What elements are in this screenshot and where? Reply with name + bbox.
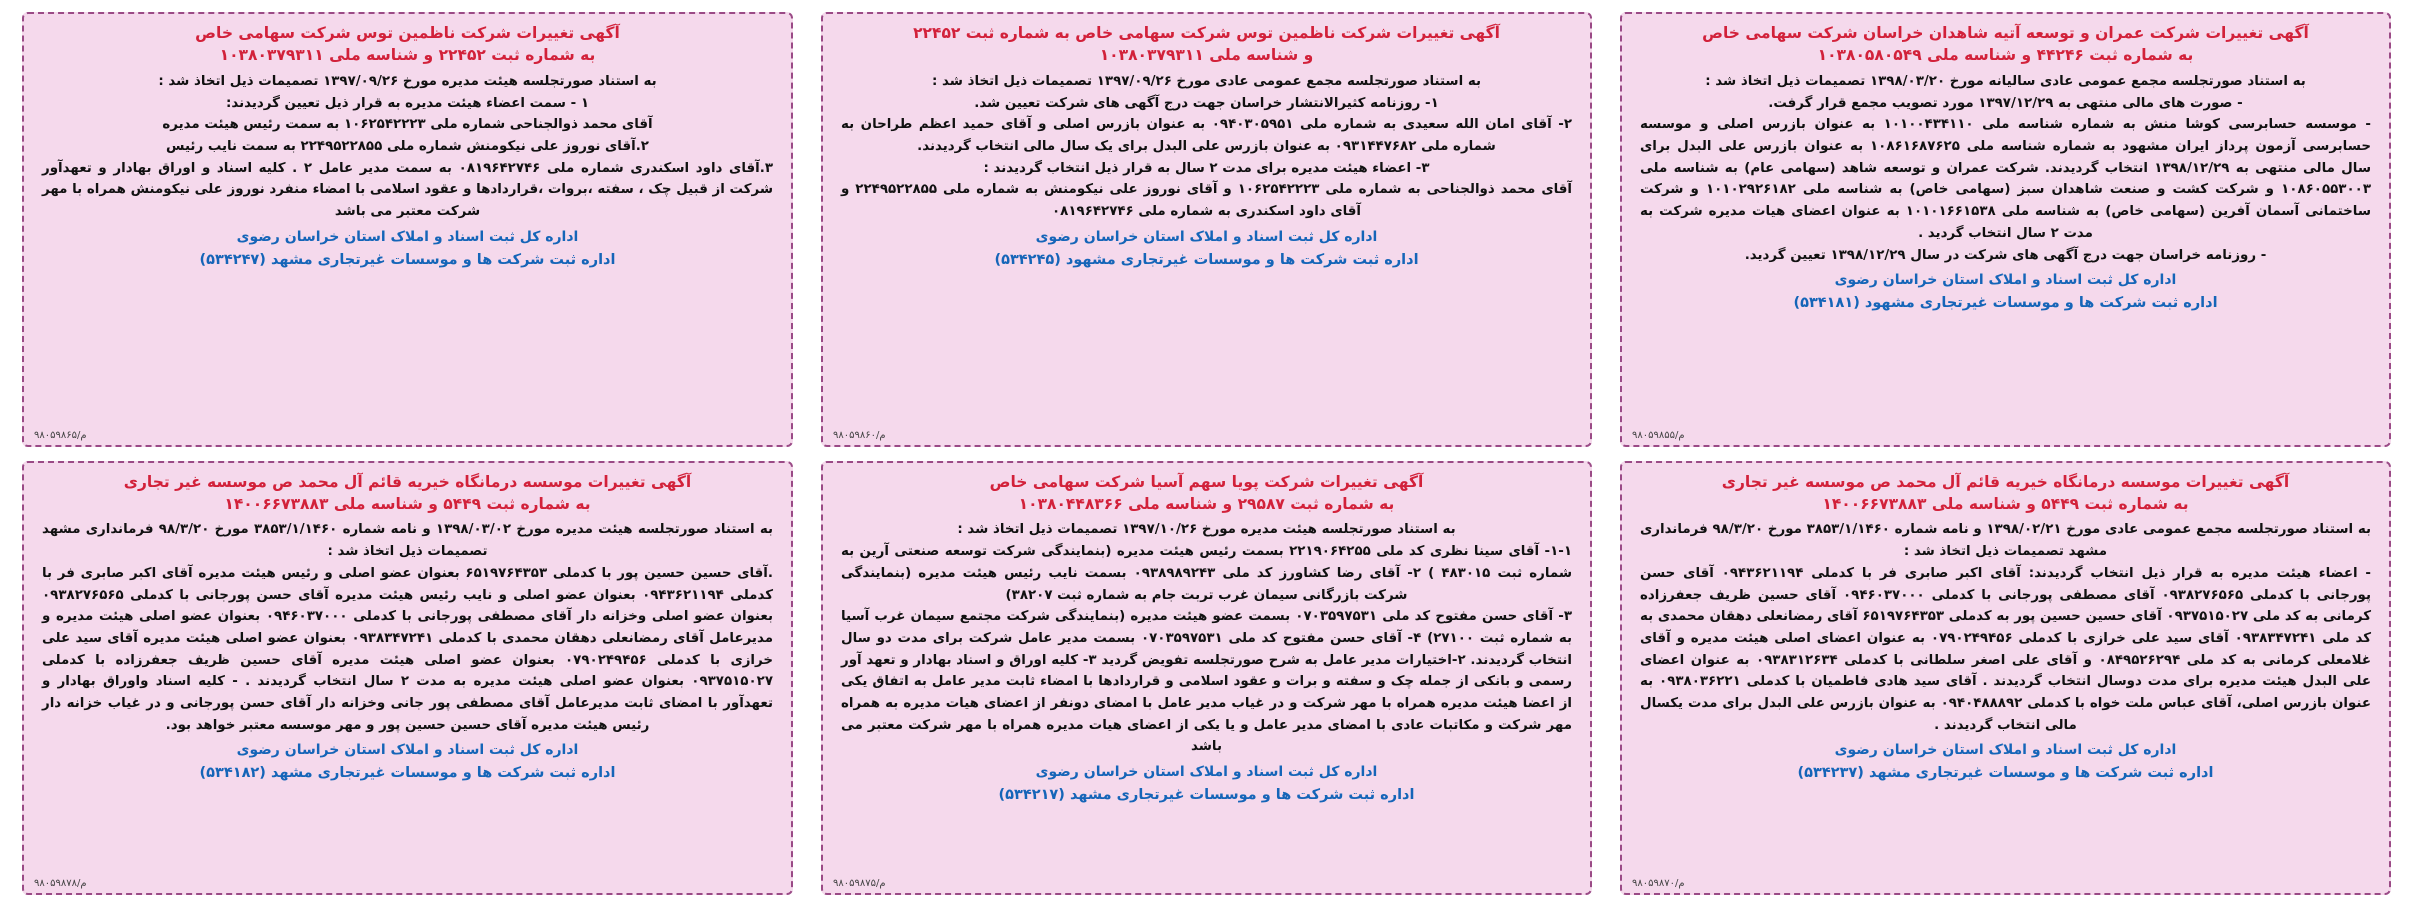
ad-notice-clinic-board — [22, 461, 793, 896]
ad-dept: اداره ثبت شرکت ها و موسسات غیرتجاری مشهود (۵۳۴۱۸۱) — [1793, 294, 2218, 311]
ad-line: ۲- آقای امان الله سعیدی به شماره ملی ۰۹۴۰۳۰۵۹۵۱ به عنوان بازرس اصلی و آقای حمید اعظم طراحان به شماره ملی ۰۹۳۱۴۴۷۶۸۲ به عنوان بازرس علی البدل برای یک سال مالی انتخاب گردیدند. — [841, 117, 1572, 155]
ad-office: اداره کل ثبت اسناد و املاک استان خراسان رضوی — [236, 228, 579, 245]
ad-notice-omran-shahedan — [1620, 12, 2391, 447]
ad-dept: اداره ثبت شرکت ها و موسسات غیرتجاری مشهود (۵۳۴۲۴۵) — [994, 251, 1419, 268]
ad-title: آگهی تغییرات موسسه درمانگاه خیریه قائم آل محمد ص موسسه غیر تجاری — [123, 472, 692, 491]
ad-subtitle: و شناسه ملی ۱۰۳۸۰۳۷۹۳۱۱ — [1099, 46, 1314, 65]
ad-line: آقای محمد ذوالجناحی به شماره ملی ۱۰۶۲۵۴۲۲۲۳ و آقای نوروز علی نیکومنش به شماره ملی ۲۲۴۹۵۲۲۸۵۵ و آقای داود اسکندری به شماره ملی ۰۸۱۹۶۴۲۷۴۶ — [841, 182, 1572, 220]
ad-line: به استناد صورتجلسه هیئت مدیره مورخ ۱۳۹۷/۰۹/۲۶ تصمیمات ذیل اتخاذ شد : — [158, 73, 657, 89]
ad-code: م/۹۸۰۵۹۸۶۵ — [34, 429, 87, 441]
ad-subtitle: به شماره ثبت ۵۴۴۹ و شناسه ملی ۱۴۰۰۶۶۷۳۸۸۳ — [224, 494, 591, 513]
ad-title: آگهی تغییرات شرکت عمران و توسعه آتیه شاهدان خراسان شرکت سهامی خاص — [1702, 24, 2309, 42]
ad-dept: اداره ثبت شرکت ها و موسسات غیرتجاری مشهد (۵۳۴۱۸۲) — [199, 765, 616, 782]
ad-body — [841, 519, 1572, 758]
ad-line: - روزنامه خراسان جهت درج آگهی های شرکت در سال ۱۳۹۸/۱۲/۲۹ تعیین گردید. — [1744, 247, 2267, 263]
ads-grid — [22, 12, 2391, 895]
ad-line: به استناد صورتجلسه هیئت مدیره مورخ ۱۳۹۷/۱۰/۲۶ تصمیمات ذیل اتخاذ شد : — [957, 522, 1456, 538]
ad-notice-tous-board — [22, 12, 793, 447]
ad-dept: اداره ثبت شرکت ها و موسسات غیرتجاری مشهد (۵۳۴۲۳۷) — [1797, 765, 2214, 782]
ad-dept: اداره ثبت شرکت ها و موسسات غیرتجاری مشهد (۵۳۴۲۱۷) — [998, 786, 1415, 803]
ad-line: ۲.آقای نوروز علی نیکومنش شماره ملی ۲۲۴۹۵۲۲۸۵۵ به سمت نایب رئیس — [166, 139, 649, 155]
ad-line: ۱- روزنامه کثیرالانتشار خراسان جهت درج آگهی های شرکت تعیین شد. — [974, 95, 1439, 111]
ad-office: اداره کل ثبت اسناد و املاک استان خراسان رضوی — [236, 742, 579, 759]
ad-notice-clinic-assembly — [1620, 461, 2391, 896]
ad-code: م/۹۸۰۵۹۸۷۰ — [1632, 878, 1685, 889]
ad-line: ۳.آقای داود اسکندری شماره ملی ۰۸۱۹۶۴۲۷۴۶ به سمت مدیر عامل ۲ . کلیه اسناد و اوراق بهادار و تعهدآور شرکت از قبیل چک ، سفته ،بروات ،قراردادها و عقود اسلامی با امضاء منفرد نوروز علی نیکومنش همراه با مهر شرکت معتبر می باشد — [42, 160, 773, 220]
ad-title: آگهی تغییرات شرکت ناظمین توس شرکت سهامی خاص — [195, 24, 620, 42]
ad-code: م/۹۸۰۵۹۸۷۵ — [833, 878, 886, 889]
ad-dept: اداره ثبت شرکت ها و موسسات غیرتجاری مشهد (۵۳۴۲۴۷) — [199, 251, 616, 268]
ad-body — [42, 71, 773, 223]
ad-line: به استناد صورتجلسه مجمع عمومی عادی سالیانه مورخ ۱۳۹۸/۰۳/۲۰ تصمیمات ذیل اتخاذ شد : — [1705, 73, 2306, 89]
ad-line: ۳- آقای حسن مفتوح کد ملی ۰۷۰۳۵۹۷۵۳۱ بسمت عضو هیئت مدیره (بنمایندگی شرکت مجتمع سیمان غرب آسیا به شماره ثبت ۲۷۱۰۰) ۴- آقای حسن مفتوح کد ملی ۰۷۰۳۵۹۷۵۳۱ بسمت مدیر عامل شرکت برای مدت دو سال انتخاب گردیدند. ۲-اختیارات مدیر عامل به شرح صورتجلسه تفویض گردید ۳- کلیه اوراق و اسناد بهادار و تعهد آور رسمی و بانکی از جمله چک و سفته و برات و عقود اسلامی و قراردادها با امضاء ثابت مدیر عامل به اتفاق یکی از اعضا هیئت مدیره همراه با مهر شرکت و در غیاب مدیر عامل با امضای دونفر از اعضای هیات مدیره به همراه مهر شرکت و مکاتبات عادی با امضای مدیر عامل و یا یکی از اعضای هیات مدیره همراه با مهر شرکت معتبر می باشد — [841, 609, 1573, 755]
ad-line: - موسسه حسابرسی کوشا منش به شماره شناسه ملی ۱۰۱۰۰۴۳۴۱۱۰ به عنوان بازرس اصلی و موسسه حسابرسی آزمون پرداز ایران مشهود به شماره شناسه ملی ۱۰۸۶۱۶۸۷۶۲۵ به عنوان بازرس علی البدل برای سال مالی منتهی به ۱۳۹۸/۱۲/۲۹ انتخاب گردیدند. شرکت عمران و توسعه شاهد (سهامی عام) به شناسه ملی ۱۰۸۶۰۵۵۳۰۰۳ و شرکت کشت و صنعت شاهدان سبز (سهامی خاص) به شناسه ملی ۱۰۱۰۲۹۲۶۱۸۲ و شرکت ساختمانی آسمان آفرین (سهامی خاص) به شناسه ملی ۱۰۱۰۱۶۶۱۵۳۸ به عنوان اعضای هیات مدیره شرکت به مدت ۲ سال انتخاب گردید . — [1640, 117, 2371, 241]
ad-line: به استناد صورتجلسه مجمع عمومی عادی مورخ ۱۳۹۸/۰۲/۲۱ و نامه شماره ۳۸۵۳/۱/۱۴۶۰ مورخ ۹۸/۳/۲۰ فرمانداری مشهد تصمیمات ذیل اتخاذ شد : — [1640, 522, 2371, 560]
ad-line: ۱ - سمت اعضاء هیئت مدیره به قرار ذیل تعیین گردیدند: — [225, 95, 589, 111]
ad-subtitle: به شماره ثبت ۲۲۴۵۲ و شناسه ملی ۱۰۳۸۰۳۷۹۳۱۱ — [219, 46, 596, 65]
ad-office: اداره کل ثبت اسناد و املاک استان خراسان رضوی — [1035, 228, 1378, 245]
ad-title: آگهی تغییرات موسسه درمانگاه خیریه قائم آل محمد ص موسسه غیر تجاری — [1721, 472, 2290, 491]
ad-body — [42, 519, 773, 736]
ad-body — [1640, 519, 2371, 736]
ad-body — [1640, 71, 2371, 266]
ad-code: م/۹۸۰۵۹۸۶۰ — [833, 429, 886, 441]
ad-line: ۱-۱- آقای سینا نظری کد ملی ۲۲۱۹۰۶۴۲۵۵ بسمت رئیس هیئت مدیره (بنمایندگی شرکت توسعه صنعتی آرین به شماره ثبت ۴۸۳۰۱۵ ) ۲- آقای رضا کشاورز کد ملی ۰۹۳۸۹۸۹۲۴۳ بسمت نایب رئیس هیئت مدیره (بنمایندگی شرکت بازرگانی سیمان غرب تربت جام به شماره ثبت ۳۸۲۰۷) — [841, 544, 1572, 603]
ad-code: م/۹۸۰۵۹۸۵۵ — [1632, 429, 1685, 441]
ad-line: به استناد صورتجلسه هیئت مدیره مورخ ۱۳۹۸/۰۳/۰۲ و نامه شماره ۳۸۵۳/۱/۱۴۶۰ مورخ ۹۸/۳/۲۰ فرمانداری مشهد تصمیمات ذیل اتخاذ شد : — [42, 522, 773, 560]
ad-subtitle: به شماره ثبت ۴۴۲۴۶ و شناسه ملی ۱۰۳۸۰۵۸۰۵۴۹ — [1817, 46, 2194, 65]
ad-office: اداره کل ثبت اسناد و املاک استان خراسان رضوی — [1834, 272, 2177, 289]
ad-subtitle: به شماره ثبت ۵۴۴۹ و شناسه ملی ۱۴۰۰۶۶۷۳۸۸۳ — [1822, 494, 2189, 513]
ad-subtitle: به شماره ثبت ۲۹۵۸۷ و شناسه ملی ۱۰۳۸۰۴۴۸۳۶۶ — [1018, 494, 1395, 513]
ad-notice-pouya-sahm — [821, 461, 1592, 896]
ad-line: به استناد صورتجلسه مجمع عمومی عادی مورخ ۱۳۹۷/۰۹/۲۶ تصمیمات ذیل اتخاذ شد : — [932, 73, 1481, 89]
ad-line: ۳- اعضاء هیئت مدیره برای مدت ۲ سال به قرار ذیل انتخاب گردیدند : — [983, 160, 1430, 176]
ad-office: اداره کل ثبت اسناد و املاک استان خراسان رضوی — [1035, 764, 1378, 781]
ad-body — [841, 71, 1572, 223]
ad-code: م/۹۸۰۵۹۸۷۸ — [34, 878, 87, 889]
ad-title: آگهی تغییرات شرکت پویا سهم آسیا شرکت سهامی خاص — [989, 472, 1424, 491]
ad-notice-tous-assembly — [821, 12, 1592, 447]
ad-title: آگهی تغییرات شرکت ناظمین توس شرکت سهامی خاص به شماره ثبت ۲۲۴۵۲ — [913, 24, 1500, 42]
ad-line: - اعضاء هیئت مدیره به قرار ذیل انتخاب گردیدند: آقای اکبر صابری فر با کدملی ۰۹۴۳۶۲۱۱۹۴ آقای حسن پورجانی با کدملی ۰۹۳۸۲۷۶۵۶۵ آقای مصطفی پورجانی با کدملی ۰۹۴۶۰۳۷۰۰۰ آقای حسین ظریف جعفرزاده کرمانی به کد ملی ۰۹۳۷۵۱۵۰۲۷ آقای حسین حسین پور به کدملی ۶۵۱۹۷۶۴۳۵۳ آقای رمضانعلی دهقان محمدی به کد ملی ۰۹۳۸۳۴۷۲۴۱ آقای سید علی خرازی با کدملی ۰۷۹۰۲۴۹۴۵۶ به عنوان اعضای اصلی هیئت مدیره و آقای غلامعلی کرمانی به کد ملی ۰۸۴۹۵۲۶۲۹۴ و آقای علی اصغر سلطانی با کدملی ۰۹۳۸۳۱۲۶۳۴ به عنوان اعضای علی البدل هیئت مدیره برای مدت دوسال انتخاب گردیدند . آقای سید هادی فاطمیان با کدملی ۰۹۳۸۰۳۶۲۲۱ به عنوان بازرس اصلی، آقای عباس ملت خواه با کدملی ۰۹۴۰۴۸۸۸۹۲ به عنوان بازرس علی البدل برای مدت یکسال مالی انتخاب گردیدند . — [1640, 565, 2371, 733]
ad-line: - صورت های مالی منتهی به ۱۳۹۷/۱۲/۲۹ مورد تصویب مجمع قرار گرفت. — [1768, 95, 2243, 111]
ad-line: .آقای حسین حسین پور با کدملی ۶۵۱۹۷۶۴۳۵۳ بعنوان عضو اصلی و رئیس هیئت مدیره آقای اکبر صابری فر با کدملی ۰۹۴۳۶۲۱۱۹۴ بعنوان عضو اصلی و نایب رئیس هیئت مدیره آقای حسن پورجانی با کدملی ۰۹۳۸۲۷۶۵۶۵ بعنوان عضو اصلی وخزانه دار آقای مصطفی پورجانی با کدملی ۰۹۴۶۰۳۷۰۰۰ بعنوان عضو اصلی هیئت مدیره و مدیرعامل آقای رمضانعلی دهقان محمدی با کدملی ۰۹۳۸۳۴۷۲۴۱ بعنوان عضو اصلی هیئت مدیره آقای سید علی خرازی با کدملی ۰۷۹۰۲۴۹۴۵۶ بعنوان عضو اصلی هیئت مدیره آقای حسین ظریف جعفرزاده با کدملی ۰۹۳۷۵۱۵۰۲۷ بعنوان عضو اصلی هیئت مدیره به مدت ۲ سال انتخاب گردیدند . - کلیه اسناد واوراق بهادار و تعهدآور با امضای ثابت مدیرعامل آقای مصطفی پور جانی وخزانه دار آقای حسن پورجانی و در غیاب خزانه دار رئیس هیئت مدیره آقای حسین حسین پور و مهر موسسه معتبر خواهد بود. — [42, 565, 774, 733]
ad-line: آقای محمد ذوالجناحی شماره ملی ۱۰۶۲۵۴۲۲۲۳ به سمت رئیس هیئت مدیره — [162, 117, 653, 133]
ad-office: اداره کل ثبت اسناد و املاک استان خراسان رضوی — [1834, 742, 2177, 759]
